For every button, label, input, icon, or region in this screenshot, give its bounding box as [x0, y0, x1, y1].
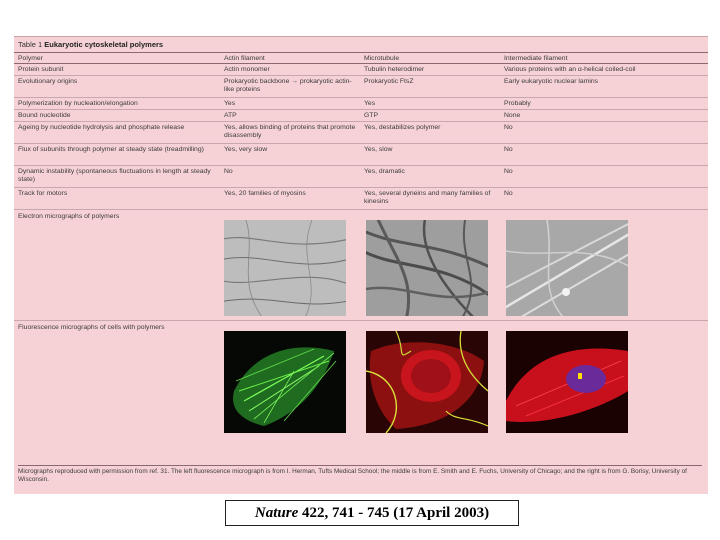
table-cell: Polymerization by nucleation/elongation	[18, 100, 138, 107]
table-cell: Yes, dramatic	[364, 168, 405, 175]
table-row	[14, 122, 708, 144]
table-cell: No	[504, 168, 513, 175]
intermediate-filament-fluorescence-image	[506, 331, 628, 433]
table-cell: Flux of subunits through polymer at steady state (treadmilling)	[18, 146, 204, 153]
table-sheet	[14, 36, 708, 494]
table-title	[14, 37, 708, 53]
em-section-label: Electron micrographs of polymers	[18, 213, 120, 220]
fluor-section-label: Fluorescence micrographs of cells with polymers	[18, 324, 165, 331]
table-cell: Dynamic instability (spontaneous fluctuations in length at steady state)	[18, 168, 211, 183]
table-cell: Yes, several dyneins and many families of kinesins	[364, 190, 491, 205]
table-cell: Yes, 20 families of myosins	[224, 190, 306, 197]
table-cell: GTP	[364, 112, 378, 119]
microtubule-em-image	[366, 220, 488, 316]
table-row	[14, 76, 708, 98]
microtubule-fluorescence-image	[366, 331, 488, 433]
table-cell: ATP	[224, 112, 237, 119]
fluorescence-micrographs	[14, 331, 708, 435]
table-row	[14, 98, 708, 110]
table-cell: Actin monomer	[224, 66, 270, 73]
column-header: Microtubule	[364, 55, 400, 62]
actin-em-image	[224, 220, 346, 316]
table-cell: Ageing by nucleotide hydrolysis and phosphate release	[18, 124, 185, 131]
table-cell: Bound nucleotide	[18, 112, 71, 119]
table-cell: Early eukaryotic nuclear lamins	[504, 78, 599, 85]
table-header-row	[14, 53, 708, 64]
table-cell: No	[504, 190, 513, 197]
table-cell: None	[504, 112, 521, 119]
column-header: Polymer	[18, 55, 43, 62]
intermediate-filament-em-image	[506, 220, 628, 316]
table-number: Table 1	[18, 40, 43, 49]
table-row	[14, 110, 708, 122]
table-cell: Yes	[224, 100, 236, 107]
table-cell: Various proteins with an α-helical coiled-coil	[504, 66, 636, 73]
table-cell: No	[224, 168, 233, 175]
table-cell: Tubulin heterodimer	[364, 66, 425, 73]
table-cell: No	[504, 124, 513, 131]
table-row	[14, 64, 708, 76]
table-row	[14, 144, 708, 166]
table-cell: Yes, allows binding of proteins that promote disassembly	[224, 124, 356, 139]
table-cell: Protein subunit	[18, 66, 64, 73]
table-cell: Track for motors	[18, 190, 68, 197]
table-row	[14, 188, 708, 210]
table-cell: No	[504, 146, 513, 153]
column-header: Actin filament	[224, 55, 265, 62]
table-footnote: Micrographs reproduced with permission from ref. 31. The left fluorescence micrograph is from I. Herman, Tufts Medical School; the middle is from E. Smith and E. Fuchs, University of Chicago; and the right is from G. Borisy, University of Wisconsin.	[18, 465, 702, 484]
table-cell: Prokaryotic backbone → prokaryotic actin-like proteins	[224, 78, 352, 93]
table-title-text: Eukaryotic cytoskeletal polymers	[44, 40, 164, 49]
table-cell: Probably	[504, 100, 531, 107]
table-cell: Yes	[364, 100, 376, 107]
column-header: Intermediate filament	[504, 55, 568, 62]
table-row	[14, 166, 708, 188]
journal-name: Nature	[254, 505, 299, 521]
actin-fluorescence-image	[224, 331, 346, 433]
electron-micrographs	[14, 220, 708, 320]
table-cell: Prokaryotic FtsZ	[364, 78, 414, 85]
table-cell: Evolutionary origins	[18, 78, 78, 85]
table-cell: Yes, very slow	[224, 146, 268, 153]
table-cell: Yes, slow	[364, 146, 393, 153]
citation-details: 422, 741 - 745 (17 April 2003)	[298, 505, 490, 521]
citation-box	[225, 500, 519, 526]
table-cell: Yes, destabilizes polymer	[364, 124, 441, 131]
